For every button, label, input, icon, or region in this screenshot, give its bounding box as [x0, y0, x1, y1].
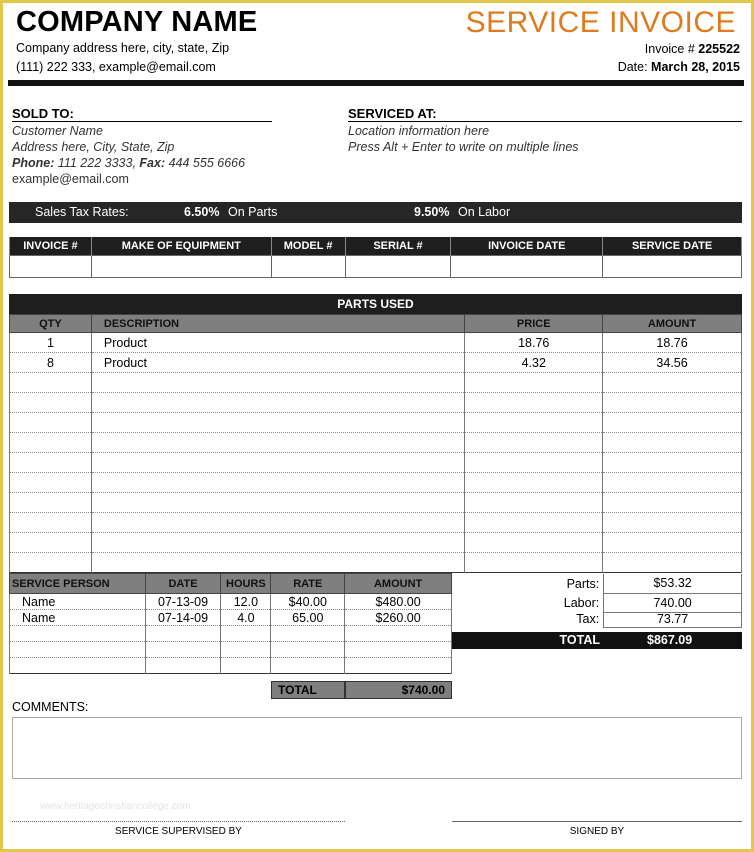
empty-cell[interactable]: [271, 626, 345, 642]
invoice-number-value: 225522: [698, 42, 740, 56]
summary-parts-value: $53.32: [604, 574, 742, 593]
table-row: [10, 594, 452, 610]
equip-make-cell[interactable]: [91, 255, 271, 277]
equip-service-date-cell[interactable]: [603, 255, 742, 277]
svc-rate[interactable]: $40.00: [271, 594, 345, 610]
empty-cell[interactable]: [10, 473, 92, 493]
empty-cell: [603, 473, 742, 493]
supervised-by-label: SERVICE SUPERVISED BY: [115, 826, 242, 837]
grand-total-bar: [452, 632, 742, 649]
signed-by-label: SIGNED BY: [569, 826, 625, 837]
comments-label: COMMENTS:: [12, 700, 89, 714]
svc-rate[interactable]: 65.00: [271, 610, 345, 626]
parts-tax-rate[interactable]: 6.50%: [184, 205, 220, 219]
empty-cell[interactable]: [10, 493, 92, 513]
empty-cell[interactable]: [145, 658, 221, 674]
sold-to-heading: SOLD TO:: [12, 106, 272, 122]
company-address: Company address here, city, state, Zip: [16, 41, 230, 55]
table-row: [10, 513, 742, 533]
supervised-sign-line[interactable]: [12, 821, 345, 822]
equip-header-serial: SERIAL #: [345, 237, 451, 255]
table-row: [10, 433, 742, 453]
customer-email[interactable]: example@email.com: [12, 172, 129, 186]
company-name: COMPANY NAME: [16, 6, 258, 38]
svc-header-hours: HOURS: [221, 574, 271, 594]
table-row: [10, 333, 742, 353]
empty-cell[interactable]: [145, 642, 221, 658]
service-total-value: $740.00: [345, 681, 452, 699]
empty-cell[interactable]: [91, 513, 464, 533]
service-table: [9, 573, 452, 674]
table-row: [10, 642, 452, 658]
grand-total-label: TOTAL: [559, 633, 600, 647]
empty-cell[interactable]: [10, 413, 92, 433]
empty-cell: [345, 642, 452, 658]
empty-cell[interactable]: [465, 493, 603, 513]
svc-date[interactable]: 07-14-09: [145, 610, 221, 626]
parts-table: [9, 314, 742, 573]
empty-cell: [603, 553, 742, 573]
location-info[interactable]: Location information here: [348, 124, 490, 138]
empty-cell[interactable]: [91, 533, 464, 553]
empty-cell[interactable]: [91, 473, 464, 493]
summary-table: [452, 574, 742, 628]
part-amount: 18.76: [603, 333, 742, 353]
table-row: [10, 626, 452, 642]
invoice-number: [645, 42, 740, 56]
svc-header-amount: AMOUNT: [345, 574, 452, 594]
labor-tax-label: On Labor: [458, 205, 511, 219]
labor-tax-rate[interactable]: 9.50%: [414, 205, 450, 219]
part-qty[interactable]: 8: [10, 353, 92, 373]
phone-label: Phone:: [12, 156, 55, 170]
svc-person[interactable]: Name: [10, 610, 146, 626]
empty-cell[interactable]: [221, 626, 271, 642]
empty-cell: [603, 393, 742, 413]
table-row: [10, 453, 742, 473]
signed-sign-line[interactable]: [452, 821, 742, 822]
empty-cell[interactable]: [465, 433, 603, 453]
empty-cell: [345, 626, 452, 642]
empty-cell[interactable]: [10, 553, 92, 573]
empty-cell[interactable]: [271, 658, 345, 674]
empty-cell[interactable]: [221, 658, 271, 674]
empty-cell[interactable]: [91, 393, 464, 413]
invoice-date-label: Date:: [617, 60, 652, 74]
equip-header-make: MAKE OF EQUIPMENT: [91, 237, 271, 255]
empty-cell[interactable]: [10, 453, 92, 473]
parts-header-description: DESCRIPTION: [91, 315, 464, 333]
empty-cell[interactable]: [91, 493, 464, 513]
svc-amount: $480.00: [345, 594, 452, 610]
empty-cell[interactable]: [465, 533, 603, 553]
svc-person[interactable]: Name: [10, 594, 146, 610]
table-row: [10, 393, 742, 413]
empty-cell[interactable]: [10, 533, 92, 553]
grand-total-value: $867.09: [647, 633, 693, 647]
empty-cell: [603, 453, 742, 473]
empty-cell[interactable]: [465, 513, 603, 533]
equip-header-invoice-date: INVOICE DATE: [451, 237, 603, 255]
empty-cell[interactable]: [465, 473, 603, 493]
summary-tax-label: Tax:: [576, 612, 600, 626]
summary-labor-value: 740.00: [604, 593, 742, 612]
empty-cell[interactable]: [10, 658, 146, 674]
empty-cell[interactable]: [91, 433, 464, 453]
empty-cell[interactable]: [10, 373, 92, 393]
summary-tax-value: 73.77: [604, 612, 742, 627]
customer-phone-fax[interactable]: [12, 156, 245, 170]
svc-hours[interactable]: 12.0: [221, 594, 271, 610]
table-row: [10, 473, 742, 493]
empty-cell[interactable]: [271, 642, 345, 658]
tax-rates-label: Sales Tax Rates:: [35, 205, 129, 219]
empty-cell[interactable]: [465, 453, 603, 473]
table-row: [10, 533, 742, 553]
parts-tax-label: On Parts: [228, 205, 278, 219]
empty-cell: [345, 658, 452, 674]
empty-cell: [603, 433, 742, 453]
svc-hours[interactable]: 4.0: [221, 610, 271, 626]
table-row: [10, 493, 742, 513]
empty-cell: [603, 513, 742, 533]
equip-header-service-date: SERVICE DATE: [603, 237, 742, 255]
equipment-table: [9, 237, 742, 278]
empty-cell: [603, 373, 742, 393]
header-divider: [8, 80, 744, 86]
parts-header-amount: AMOUNT: [603, 315, 742, 333]
parts-header-qty: QTY: [10, 315, 92, 333]
empty-cell: [603, 533, 742, 553]
part-description[interactable]: Product: [91, 333, 464, 353]
summary-parts-label: Parts:: [566, 576, 600, 591]
customer-address[interactable]: Address here, City, State, Zip: [12, 140, 175, 154]
service-total-label: TOTAL: [271, 681, 345, 699]
empty-cell[interactable]: [10, 513, 92, 533]
empty-cell[interactable]: [10, 626, 146, 642]
equip-serial-cell[interactable]: [345, 255, 451, 277]
company-contact: (111) 222 333, example@email.com: [16, 60, 216, 74]
empty-cell[interactable]: [465, 373, 603, 393]
svc-date[interactable]: 07-13-09: [145, 594, 221, 610]
equip-invoice-date-cell[interactable]: [451, 255, 603, 277]
table-row: [10, 353, 742, 373]
summary-labor-label: Labor:: [563, 595, 600, 610]
svc-header-person: SERVICE PERSON: [10, 574, 146, 594]
watermark-text: www.heritagechristiancollege.com: [40, 801, 191, 812]
parts-header-price: PRICE: [465, 315, 603, 333]
empty-cell[interactable]: [91, 413, 464, 433]
location-hint[interactable]: Press Alt + Enter to write on multiple lines: [348, 140, 579, 154]
empty-cell: [603, 493, 742, 513]
equip-header-model: MODEL #: [271, 237, 345, 255]
table-row: [10, 658, 452, 674]
empty-cell[interactable]: [10, 642, 146, 658]
invoice-title: SERVICE INVOICE: [465, 6, 736, 39]
part-qty[interactable]: 1: [10, 333, 92, 353]
empty-cell[interactable]: [91, 453, 464, 473]
parts-used-title: PARTS USED: [9, 294, 742, 314]
empty-cell[interactable]: [465, 553, 603, 573]
equip-model-cell[interactable]: [271, 255, 345, 277]
empty-cell[interactable]: [465, 413, 603, 433]
serviced-at-heading: SERVICED AT:: [348, 106, 742, 122]
part-price[interactable]: 18.76: [465, 333, 603, 353]
fax-label: Fax:: [139, 156, 166, 170]
empty-cell[interactable]: [10, 433, 92, 453]
equip-invoice-cell[interactable]: [10, 255, 92, 277]
fax-value: 444 555 6666: [165, 156, 246, 170]
invoice-number-label: Invoice #: [644, 42, 699, 56]
table-row: [10, 373, 742, 393]
phone-value: 111 222 3333,: [54, 156, 136, 170]
table-row: [10, 610, 452, 626]
customer-name[interactable]: Customer Name: [12, 124, 103, 138]
table-row: [10, 413, 742, 433]
sales-tax-bar: [9, 202, 742, 223]
part-amount: 34.56: [603, 353, 742, 373]
svc-amount: $260.00: [345, 610, 452, 626]
comments-box[interactable]: [12, 717, 742, 779]
equip-header-invoice: INVOICE #: [10, 237, 92, 255]
empty-cell[interactable]: [145, 626, 221, 642]
empty-cell[interactable]: [465, 393, 603, 413]
part-price[interactable]: 4.32: [465, 353, 603, 373]
empty-cell[interactable]: [221, 642, 271, 658]
svc-header-rate: RATE: [271, 574, 345, 594]
empty-cell: [603, 413, 742, 433]
empty-cell[interactable]: [91, 553, 464, 573]
svc-header-date: DATE: [145, 574, 221, 594]
empty-cell[interactable]: [91, 373, 464, 393]
empty-cell[interactable]: [10, 393, 92, 413]
table-row: [10, 553, 742, 573]
invoice-date-value: March 28, 2015: [651, 60, 740, 74]
invoice-date: [618, 60, 740, 74]
part-description[interactable]: Product: [91, 353, 464, 373]
